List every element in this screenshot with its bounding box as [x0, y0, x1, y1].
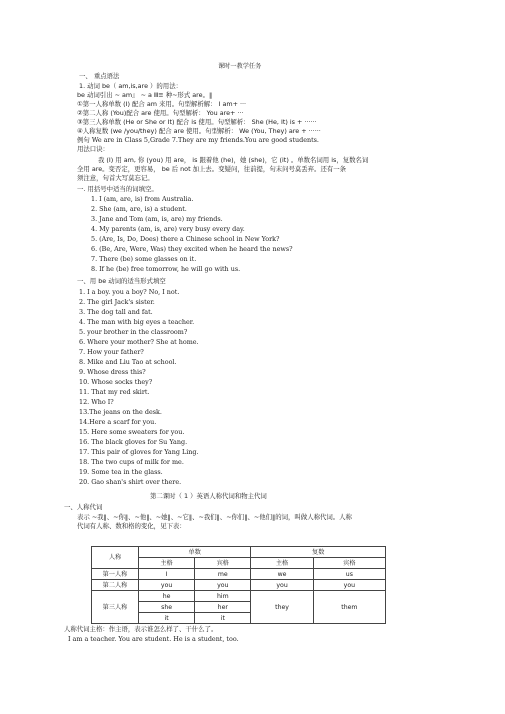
grammar-line: 1. 动词 be（ am,is,are ）的用法： — [79, 82, 182, 90]
exercise-item: 13.The jeans on the desk. — [79, 408, 162, 416]
header-person: 人称 — [92, 547, 139, 569]
table-cell: we — [251, 569, 313, 580]
exercise-item: 3. Jane and Tom (am, is, are) my friends. — [91, 215, 223, 223]
section-heading: 一、人称代词 — [64, 503, 103, 511]
exercise-item: 16. The black gloves for Su Yang. — [79, 438, 188, 446]
exercise-item: 14.Here a scarf for you. — [79, 418, 157, 426]
exercise-title: 一. 用括号中适当的词填空。 — [77, 185, 158, 193]
rhyme-text: 我 (I) 用 am, 你 (you) 用 are， is 跟着他 (he)，她 (she)，它 (it) 。单数名词用 is，复数名词 — [98, 156, 369, 164]
exercise-item: 7. There (be) some glasses on it. — [91, 255, 197, 263]
table-cell: it — [139, 613, 195, 624]
pronoun-note: 人称代词主格：作主语，表示谁怎么样了、干什么了。 — [64, 625, 218, 633]
table-cell: they — [251, 591, 313, 624]
exercise-item: 5. (Are, Is, Do, Does) there a Chinese school in New York? — [91, 235, 280, 243]
grammar-line: 用法口诀： — [77, 145, 109, 153]
grammar-line: ①第一人称单数 (I) 配合 am 来用。句型解析解： I am+ ··· — [77, 100, 247, 108]
exercise-item: 19. Some tea in the glass. — [79, 468, 163, 476]
exercise-item: 6. Where your mother? She at home. — [79, 338, 199, 346]
table-cell: I — [139, 569, 195, 580]
exercise-item: 4. The man with big eyes a teacher. — [79, 318, 195, 326]
table-cell: you — [139, 580, 195, 591]
grammar-line: ④人称复数 (we /you/they) 配合 are 使用。句型解析： We (You, They) are + ······ — [77, 127, 321, 135]
table-cell: him — [195, 591, 251, 602]
table-cell: them — [313, 591, 385, 624]
exercise-item: 5. your brother in the classroom? — [79, 328, 188, 336]
rhyme-text: 全用 are。变否定，更容易， be 后 not 加上去。变疑问，往前提，句末问号莫丢弃。还有一条 — [77, 165, 347, 173]
exercise-item: 8. Mike and Liu Tao at school. — [79, 358, 177, 366]
example-sentence: I am a teacher. You are student. He is a student, too. — [68, 635, 239, 643]
table-cell: he — [139, 591, 195, 602]
row-person: 第三人称 — [92, 591, 139, 624]
exercise-item: 15. Here some sweaters for you. — [79, 428, 185, 436]
grammar-line: ②第二人称 (You)配合 are 使用。句型解析： You are+ ··· — [77, 109, 244, 117]
grammar-line: be 动词引出 ~ am』 ~ a Ⅲ≡ 种~形式 are。‖ — [77, 91, 213, 99]
exercise-item: 20. Gao shan's shirt over there. — [79, 478, 182, 486]
grammar-line: ③第三人称单数 (He or She or It) 配合 is 使用。句型解析： She (He, It) is + ······ — [77, 118, 317, 126]
exercise-item: 18. The two cups of milk for me. — [79, 458, 184, 466]
table-cell: her — [195, 602, 251, 613]
exercise-title: 一、用 be 动词的适当形式填空 — [77, 277, 166, 285]
header-plural: 复数 — [251, 547, 386, 558]
pronoun-description: 代词有人称、数和格的变化，见下表： — [77, 522, 186, 530]
section-heading: 一、 重点语法 — [79, 72, 120, 80]
table-cell: she — [139, 602, 195, 613]
exercise-item: 1. I a boy. you a boy? No, I not. — [79, 288, 180, 296]
exercise-item: 12. Who I? — [79, 398, 114, 406]
exercise-item: 3. The dog tall and fat. — [79, 308, 153, 316]
row-person: 第二人称 — [92, 580, 139, 591]
page-title: 课时一教学任务 — [218, 63, 262, 70]
rhyme-text: 须注意，句首大写莫忘记。 — [77, 174, 154, 182]
exercise-item: 17. This pair of gloves for Yang Ling. — [79, 448, 199, 456]
exercise-item: 9. Whose dress this? — [79, 368, 146, 376]
table-cell: me — [195, 569, 251, 580]
table-cell: it — [195, 613, 251, 624]
header-objective: 宾格 — [195, 558, 251, 569]
exercise-item: 7. How your father? — [79, 348, 144, 356]
table-cell: us — [313, 569, 385, 580]
exercise-item: 2. The girl Jack's sister. — [79, 298, 155, 306]
header-subjective: 主格 — [251, 558, 313, 569]
exercise-item: 2. She (am, are, is) a student. — [91, 205, 187, 213]
header-subjective: 主格 — [139, 558, 195, 569]
exercise-item: 6. (Be, Are, Were, Was) they excited when he heard the news? — [91, 245, 293, 253]
header-singular: 单数 — [139, 547, 251, 558]
exercise-item: 8. If he (be) free tomorrow, he will go with us. — [91, 265, 241, 273]
exercise-item: 4. My parents (am, is, are) very busy every day. — [91, 225, 245, 233]
exercise-item: 11. That my red skirt. — [79, 388, 150, 396]
lesson-heading: 第二课时（ 1 ）英语人称代词和物主代词 — [150, 492, 267, 500]
table-cell: you — [313, 580, 385, 591]
pronoun-table — [91, 546, 386, 624]
header-objective: 宾格 — [313, 558, 385, 569]
exercise-item: 1. I (am, are, is) from Australia. — [91, 195, 194, 203]
pronoun-description: 表示 ~我‖、~你‖、~他‖、~她‖、~它‖、~我们‖、~你们‖、~他们‖的词，叫做人称代词。人称 — [77, 513, 352, 521]
table-cell: you — [195, 580, 251, 591]
table-cell: you — [251, 580, 313, 591]
example-sentence: 例句 We are in Class 5,Grade 7.They are my friends.You are good students. — [77, 136, 319, 144]
row-person: 第一人称 — [92, 569, 139, 580]
exercise-item: 10. Whose socks they? — [79, 378, 153, 386]
